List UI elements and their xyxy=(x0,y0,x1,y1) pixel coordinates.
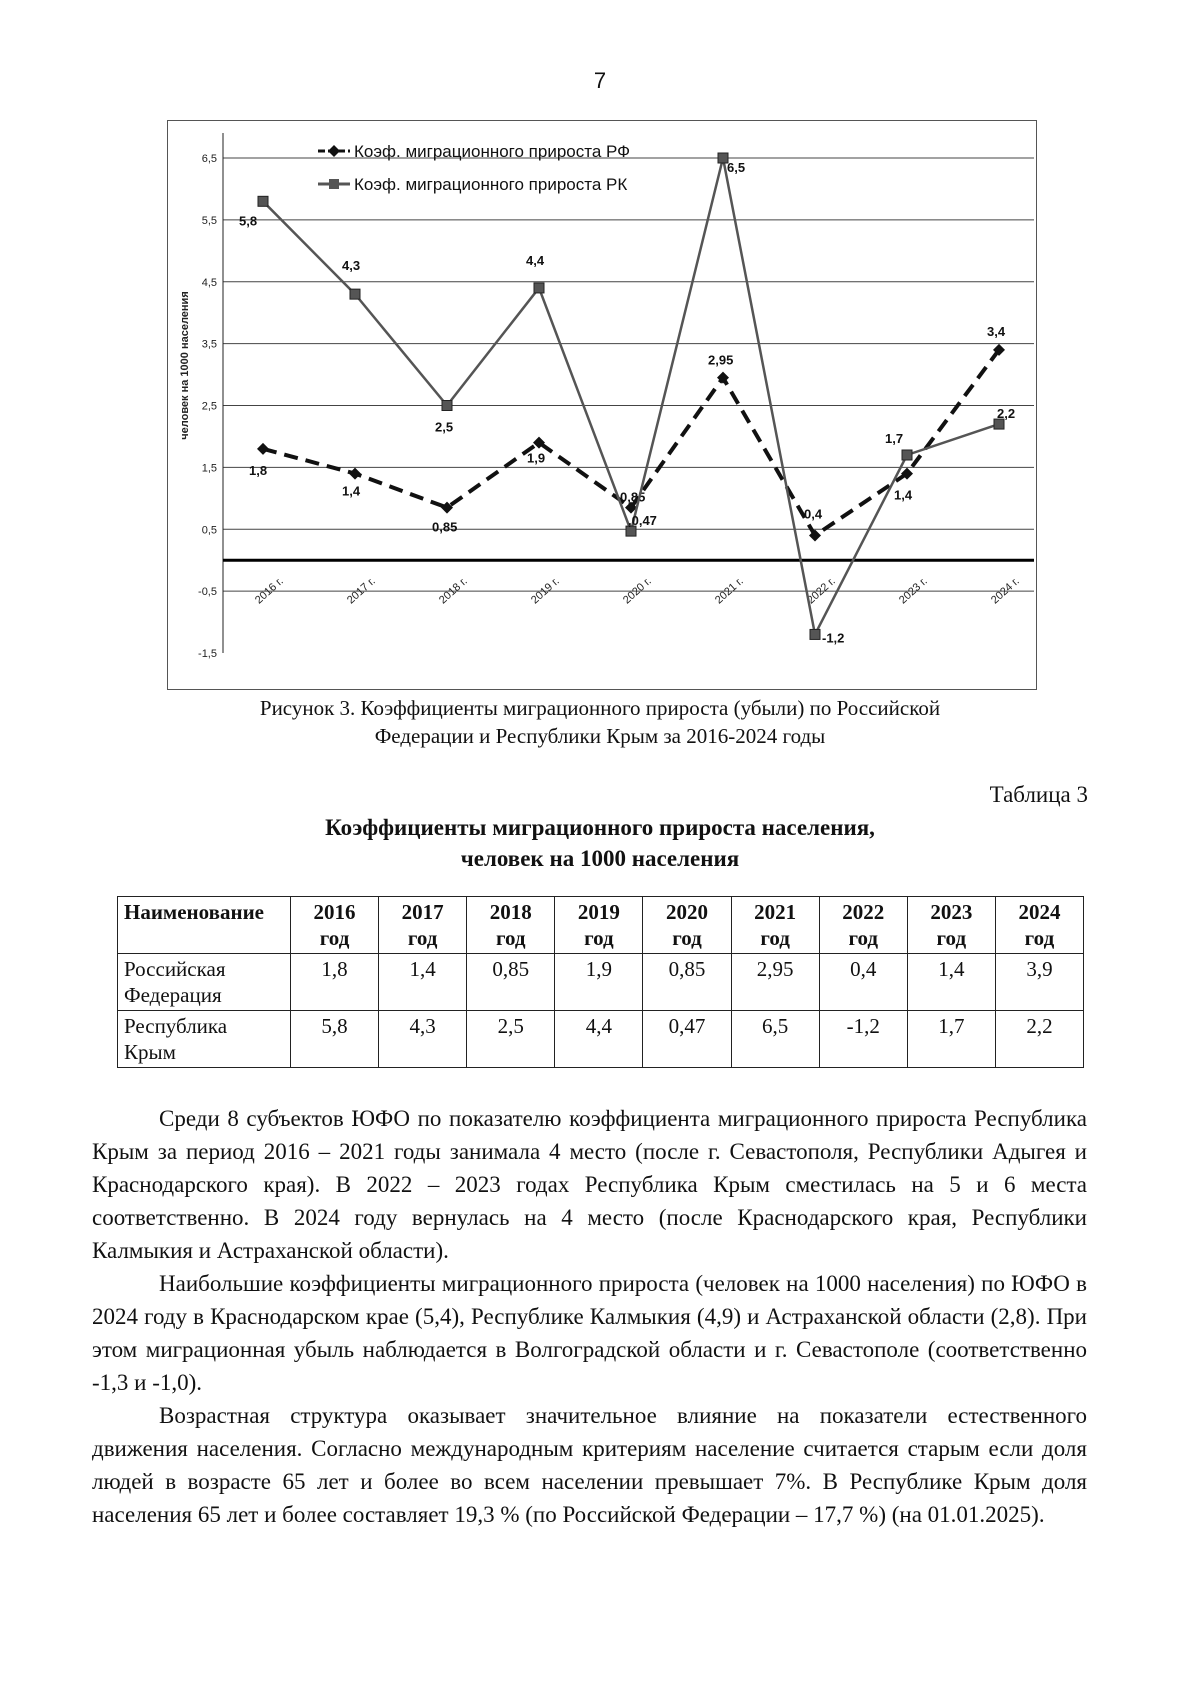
header-year-value: 2024 xyxy=(1018,900,1061,924)
data-label: ,0,47 xyxy=(628,513,657,529)
table-title-line-2: человек на 1000 населения xyxy=(460,846,740,871)
data-label: 1,4 xyxy=(894,487,913,503)
table-title-line-1: Коэффициенты миграционного прироста населения, xyxy=(325,815,875,840)
header-year-value: 2016 xyxy=(313,900,356,924)
header-year-unit: год xyxy=(584,926,614,950)
y-tick-label: -1,5 xyxy=(198,648,217,660)
header-year-2019 xyxy=(555,897,643,954)
row-value: -1,2 xyxy=(819,1011,907,1068)
data-label: 5,8 xyxy=(239,213,258,229)
data-label: -1,2 xyxy=(822,630,845,646)
table-header-row xyxy=(118,897,1084,954)
row-value: 0,85 xyxy=(643,954,731,1011)
header-year-2022 xyxy=(819,897,907,954)
data-label: 1,4 xyxy=(342,483,361,499)
header-year-2020 xyxy=(643,897,731,954)
table-title xyxy=(0,812,1200,874)
header-year-unit: год xyxy=(319,926,350,950)
data-point-marker xyxy=(258,196,268,206)
data-label: 1,8 xyxy=(249,462,268,478)
data-point-marker xyxy=(902,450,912,460)
data-label: 0,4 xyxy=(804,506,823,522)
paragraph-2: Наибольшие коэффициенты миграционного прироста (человек на 1000 населения) по ЮФО в 2024 году в Краснодарском крае (5,4), Республике Калмыкия (4,9) и Астраханской области (2,8). При этом миграционная убыль наблюдается в Волгоградской области и г. Севастополе (соответственно -1,3 и -1,0). xyxy=(92,1271,1087,1395)
y-axis-label: человек на 1000 населения xyxy=(179,291,191,440)
y-tick-label: 2,5 xyxy=(201,400,217,413)
x-tick-label: 2021 г. xyxy=(712,575,746,607)
data-label: 3,4 xyxy=(987,323,1006,339)
header-year-2023 xyxy=(907,897,995,954)
row-value: 1,8 xyxy=(291,954,379,1011)
data-label: 2,95 xyxy=(708,352,734,368)
migration-table xyxy=(117,896,1084,1068)
row-value: 2,5 xyxy=(467,1011,555,1068)
row-value: 3,9 xyxy=(995,954,1083,1011)
data-point-marker xyxy=(442,401,452,411)
header-year-unit: год xyxy=(760,926,790,950)
y-tick-label: 1,5 xyxy=(201,462,217,475)
header-year-unit: год xyxy=(936,926,967,950)
paragraph-3: Возрастная структура оказывает значительное влияние на показатели естественного движения населения. Согласно международным критериям население считается старым если доля людей в возрасте 65 лет и более во всем населении превышает 7%. В Республике Крым доля населения 65 лет и более составляет 19,3 % (по Российской Федерации – 17,7 %) (на 01.01.2025). xyxy=(92,1403,1087,1527)
header-year-value: 2017 xyxy=(401,900,444,924)
series-line-2 xyxy=(263,158,999,634)
migration-chart xyxy=(167,120,1037,690)
data-point-marker xyxy=(349,468,361,480)
header-year-unit: год xyxy=(1024,926,1055,950)
header-year-unit: год xyxy=(672,926,702,950)
data-label: 2,5 xyxy=(435,419,454,435)
header-year-value: 2021 xyxy=(754,900,797,924)
body-text xyxy=(92,1102,1087,1531)
data-label: 6,5 xyxy=(727,160,746,175)
y-tick-label: 3,5 xyxy=(201,338,217,351)
data-label: 2,2 xyxy=(997,406,1016,422)
header-year-value: 2023 xyxy=(930,900,973,924)
y-tick-label: 0,5 xyxy=(201,524,217,537)
caption-line-2: Федерации и Республики Крым за 2016-2024 годы xyxy=(374,724,826,748)
legend-marker xyxy=(329,179,339,189)
data-label: 0,85 xyxy=(432,519,458,535)
header-year-value: 2022 xyxy=(842,900,885,924)
row-value: 0,47 xyxy=(643,1011,731,1068)
paragraph-1: Среди 8 субъектов ЮФО по показателю коэффициента миграционного прироста Республика Крым за период 2016 – 2021 годы занимала 4 место (после г. Севастополя, Республики Адыгея и Краснодарского края). В 2022 – 2023 годах Республика Крым сместилась на 5 и 6 места соответственно. В 2024 году вернулась на 4 место (после Краснодарского края, Республики Калмыкия и Астраханской области). xyxy=(92,1106,1087,1263)
row-name: Российская Федерация xyxy=(118,954,291,1011)
header-year-value: 2019 xyxy=(577,900,620,924)
header-year-2021 xyxy=(731,897,819,954)
row-value: 0,4 xyxy=(819,954,907,1011)
x-tick-label: 2023 г. xyxy=(896,575,930,607)
data-label: 1,9 xyxy=(527,450,546,466)
chart-canvas xyxy=(168,121,1036,689)
row-value: 4,3 xyxy=(379,1011,467,1068)
data-label: 4,3 xyxy=(342,258,361,274)
header-year-unit: год xyxy=(407,926,438,950)
x-tick-label: 2020 г. xyxy=(620,575,654,607)
figure-caption xyxy=(150,694,1050,750)
y-tick-label: -0,5 xyxy=(198,586,217,599)
header-year-2024 xyxy=(995,897,1083,954)
y-tick-label: 5,5 xyxy=(201,214,217,227)
y-tick-label: 6,5 xyxy=(201,153,217,165)
row-value: 2,2 xyxy=(995,1011,1083,1068)
row-value: 0,85 xyxy=(467,954,555,1011)
row-value: 4,4 xyxy=(555,1011,643,1068)
table-row xyxy=(118,954,1084,1011)
header-year-2017 xyxy=(379,897,467,954)
table-row xyxy=(118,1011,1084,1068)
header-year-2018 xyxy=(467,897,555,954)
row-value: 1,9 xyxy=(555,954,643,1011)
data-point-marker xyxy=(350,289,360,299)
row-value: 1,7 xyxy=(907,1011,995,1068)
x-tick-label: 2017 г. xyxy=(344,575,378,607)
data-point-marker xyxy=(534,283,544,293)
y-tick-label: 4,5 xyxy=(201,276,217,289)
data-label: 4,4 xyxy=(526,252,545,268)
table-label: Таблица 3 xyxy=(989,782,1088,807)
header-year-unit: год xyxy=(848,926,878,950)
row-name: Республика Крым xyxy=(118,1011,291,1068)
row-value: 1,4 xyxy=(907,954,995,1011)
legend-label: Коэф. миграционного прироста РФ xyxy=(354,142,631,161)
data-label: 1,7 xyxy=(885,431,904,446)
data-point-marker xyxy=(257,443,269,455)
x-tick-label: 2024 г. xyxy=(988,575,1022,607)
x-tick-label: 2022 г. xyxy=(804,575,838,607)
row-value: 6,5 xyxy=(731,1011,819,1068)
row-value: 2,95 xyxy=(731,954,819,1011)
legend-marker xyxy=(328,145,340,157)
page-number: 7 xyxy=(593,68,607,93)
data-point-marker xyxy=(810,629,820,639)
row-value: 5,8 xyxy=(291,1011,379,1068)
header-year-value: 2020 xyxy=(665,900,708,924)
header-year-2016 xyxy=(291,897,379,954)
x-tick-label: 2019 г. xyxy=(528,575,562,607)
caption-line-1: Рисунок 3. Коэффициенты миграционного прироста (убыли) по Российской xyxy=(259,696,941,720)
x-tick-label: 2018 г. xyxy=(436,575,470,607)
header-year-value: 2018 xyxy=(489,900,532,924)
data-label: 0,85 xyxy=(620,489,646,505)
x-tick-label: 2016 г. xyxy=(252,575,286,607)
header-year-unit: год xyxy=(496,926,526,950)
header-name: Наименование xyxy=(118,897,291,954)
row-value: 1,4 xyxy=(379,954,467,1011)
legend-label: Коэф. миграционного прироста РК xyxy=(354,175,628,194)
